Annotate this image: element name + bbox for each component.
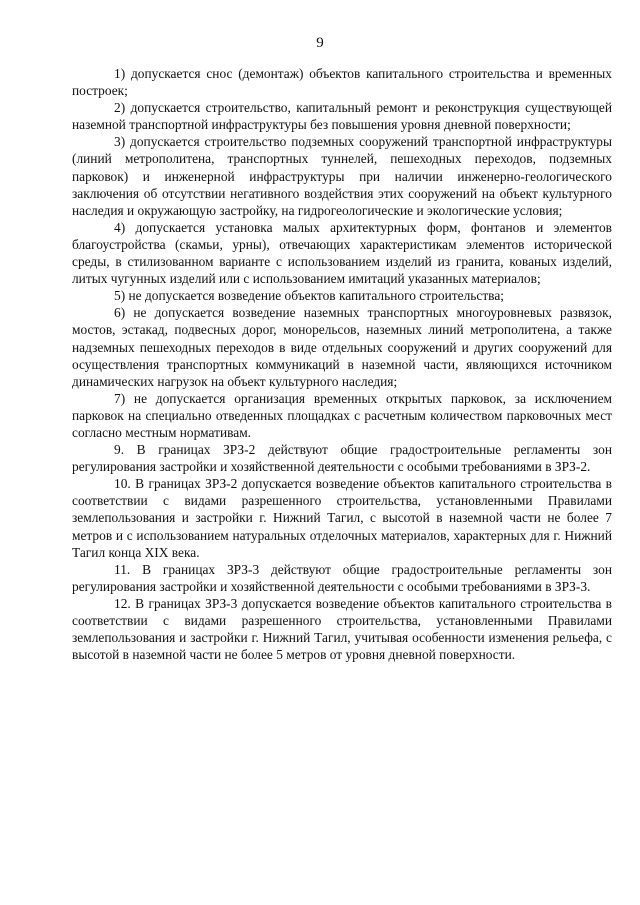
paragraph-clause-12: 12. В границах ЗРЗ-3 допускается возведение объектов капитального строительства в соответствии с видами разрешенного строительства, установленными Правилами землепользования и застройки г. Нижний Тагил, учитывая особенности изменения рельефа, с высотой в наземной части не более 5 метров от уровня дневной поверхности.: [72, 595, 612, 663]
paragraph-item-5: 5) не допускается возведение объектов капитального строительства;: [114, 288, 504, 304]
paragraph-item-6: 6) не допускается возведение наземных транспортных многоуровневых развязок, мостов, эстакад, подвесных дорог, монорельсов, наземных линий метрополитена, а также надземных пешеходных переходов в виде отдельных сооружений и других сооружений для осуществления транспортных коммуникаций в наземной части, являющихся источником динамических нагрузок на объект культурного наследия;: [72, 305, 612, 389]
paragraph-item-7: 7) не допускается организация временных открытых парковок, за исключением парковок на специально отведенных площадках с расчетным количеством парковочных мест согласно местным нормативам.: [72, 390, 612, 440]
page-number: 9: [316, 35, 324, 51]
paragraph-clause-9: 9. В границах ЗРЗ-2 действуют общие градостроительные регламенты зон регулирования застройки и хозяйственной деятельности с особыми требованиями в ЗРЗ-2.: [72, 442, 612, 475]
document-body: [72, 65, 612, 663]
paragraph-item-2: 2) допускается строительство, капитальный ремонт и реконструкция существующей наземной транспортной инфраструктуры без повышения уровня дневной поверхности;: [72, 100, 612, 133]
paragraph-item-1: 1) допускается снос (демонтаж) объектов капитального строительства и временных построек;: [72, 66, 612, 99]
paragraph-clause-11: 11. В границах ЗРЗ-3 действуют общие градостроительные регламенты зон регулирования застройки и хозяйственной деятельности с особыми требованиями в ЗРЗ-3.: [72, 561, 612, 594]
paragraph-clause-10: 10. В границах ЗРЗ-2 допускается возведение объектов капитального строительства в соответствии с видами разрешенного строительства, установленными Правилами землепользования и застройки г. Нижний Тагил, с высотой в наземной части не более 7 метров и с использованием натуральных отделочных материалов, характерных для г. Нижний Тагил конца XIX века.: [72, 476, 612, 560]
paragraph-item-3: 3) допускается строительство подземных сооружений транспортной инфраструктуры (линий метрополитена, транспортных туннелей, пешеходных переходов, подземных парковок) и инженерной инфраструктуры при наличии инженерно-геологического заключения об отсутствии негативного воздействия этих сооружений на объект культурного наследия и окружающую застройку, на гидрогеологические и экологические условия;: [72, 134, 612, 218]
paragraph-item-4: 4) допускается установка малых архитектурных форм, фонтанов и элементов благоустройства (скамьи, урны), отвечающих характеристикам элементов исторической среды, в стилизованном варианте с использованием изделий из гранита, кованых изделий, литых чугунных изделий или с использованием имитаций указанных материалов;: [72, 219, 612, 287]
